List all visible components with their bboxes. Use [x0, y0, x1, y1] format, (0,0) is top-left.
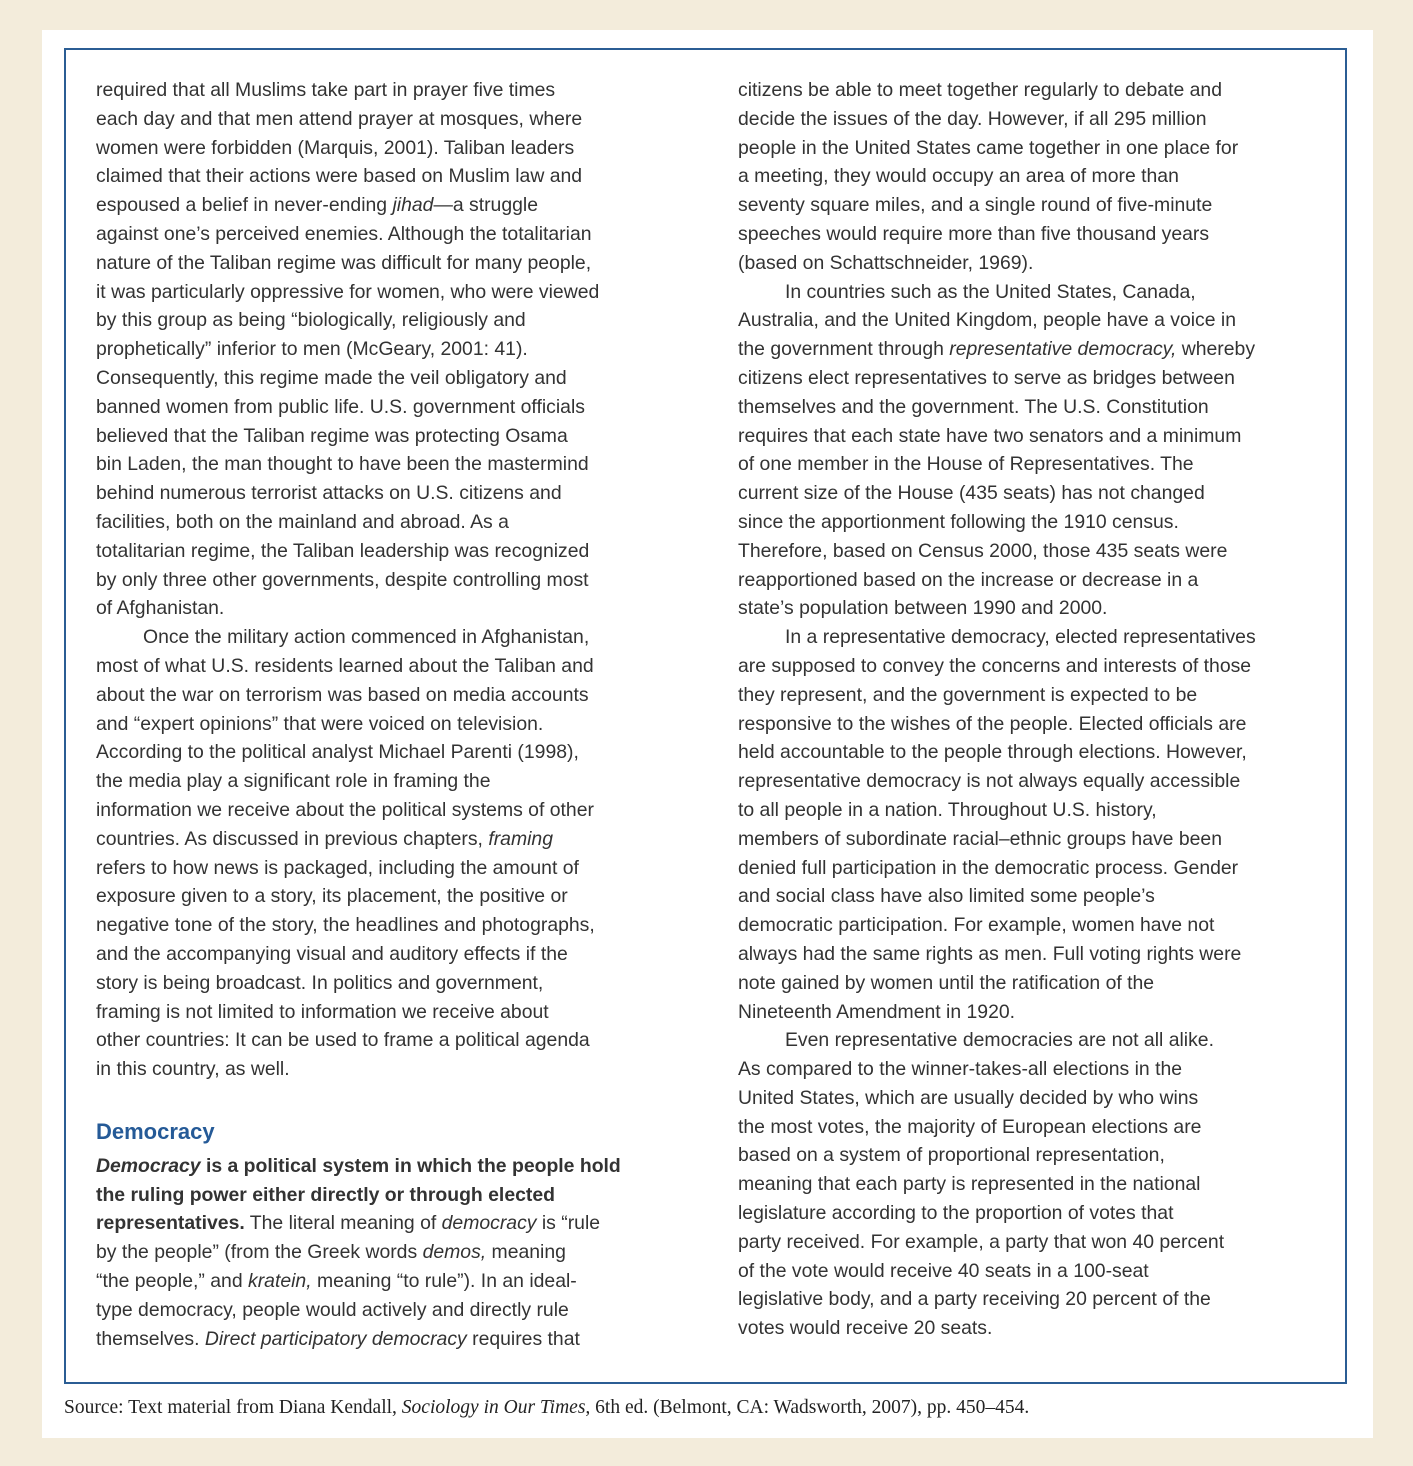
key-term: Democracy — [96, 1154, 201, 1177]
text-line: responsive to the wishes of the people. Elected officials are — [738, 712, 1247, 735]
text-run: “the people,” and — [96, 1270, 249, 1293]
text-line: claimed that their actions were based on Muslim law and — [96, 165, 583, 188]
text-line: speeches would require more than five thousand years — [738, 222, 1210, 245]
paragraph — [96, 76, 682, 623]
citation-text: 6th ed. (Belmont, CA: Wadsworth, 2007), pp. 450–454. — [590, 1397, 1030, 1418]
italic-term: framing — [488, 827, 553, 850]
text-line: state’s population between 1990 and 2000. — [738, 597, 1108, 620]
text-line: required that all Muslims take part in prayer five times — [96, 79, 556, 101]
definition-paragraph — [96, 1152, 682, 1354]
text-line: members of subordinate racial–ethnic groups have been — [738, 827, 1222, 850]
text-line: of Afghanistan. — [96, 597, 225, 620]
text-line — [96, 1152, 682, 1181]
section-heading: Democracy — [96, 1118, 215, 1144]
text-line: against one’s perceived enemies. Although the totalitarian — [96, 222, 592, 245]
text-line: of the vote would receive 40 seats in a 100-seat — [738, 1259, 1149, 1282]
right-column — [738, 76, 1328, 1343]
text-line: bin Laden, the man thought to have been the mastermind — [96, 453, 589, 476]
definition-text: is a political system in which the people hold — [200, 1154, 621, 1177]
text-line: democratic participation. For example, women have not — [738, 914, 1215, 937]
text-line: information we receive about the political systems of other — [96, 798, 594, 821]
text-line — [96, 825, 682, 854]
text-line: and the accompanying visual and auditory effects if the — [96, 942, 568, 965]
italic-term: democracy — [441, 1212, 537, 1235]
text-run: by the people” (from the Greek words — [96, 1241, 423, 1264]
text-run: espoused a belief in never-ending — [96, 194, 393, 217]
text-line: Therefore, based on Census 2000, those 435 seats were — [738, 539, 1228, 562]
text-line — [738, 335, 1328, 364]
text-line: citizens elect representatives to serve as bridges between — [738, 366, 1235, 389]
text-line: refers to how news is packaged, including the amount of — [96, 856, 579, 879]
text-line: it was particularly oppressive for women, who were viewed — [96, 280, 600, 303]
text-line: United States, which are usually decided by who wins — [738, 1086, 1199, 1109]
text-line: negative tone of the story, the headlines and photographs, — [96, 914, 595, 937]
text-line: held accountable to the people through elections. However, — [738, 741, 1247, 764]
text-line: the media play a significant role in framing the — [96, 770, 491, 793]
paragraph — [738, 278, 1328, 624]
text-line: and social class have also limited some people’s — [738, 885, 1155, 908]
text-line: always had the same rights as men. Full voting rights were — [738, 942, 1242, 965]
text-line: Australia, and the United Kingdom, people have a voice in — [738, 309, 1237, 332]
paragraph — [738, 76, 1328, 278]
definition-text: representatives. — [96, 1212, 245, 1235]
text-line: and “expert opinions” that were voiced on television. — [96, 712, 544, 735]
italic-term: demos, — [422, 1241, 487, 1264]
text-line: Nineteenth Amendment in 1920. — [738, 1000, 1016, 1023]
paragraph — [738, 623, 1328, 1026]
italic-term: kratein, — [248, 1270, 312, 1293]
text-line: Consequently, this regime made the veil obligatory and — [96, 366, 567, 389]
text-line: story is being broadcast. In politics and government, — [96, 971, 544, 994]
text-line: exposure given to a story, its placement, the positive or — [96, 885, 568, 908]
text-line: banned women from public life. U.S. government officials — [96, 395, 585, 418]
text-line: totalitarian regime, the Taliban leadership was recognized — [96, 539, 590, 562]
text-run: countries. As discussed in previous chapters, — [96, 827, 489, 850]
text-line: legislature according to the proportion of votes that — [738, 1202, 1174, 1225]
text-run: The literal meaning of — [244, 1212, 442, 1235]
text-excerpt-box — [64, 48, 1347, 1384]
text-line: In countries such as the United States, Canada, — [785, 280, 1196, 303]
text-run: is “rule — [536, 1212, 601, 1235]
text-line: (based on Schattschneider, 1969). — [738, 251, 1034, 274]
text-line — [96, 1209, 682, 1238]
italic-term: Direct participatory democracy — [204, 1327, 467, 1350]
text-line: In a representative democracy, elected representatives — [785, 626, 1256, 649]
book-title: Sociology in Our Times, — [401, 1397, 591, 1418]
text-line: women were forbidden (Marquis, 2001). Taliban leaders — [96, 136, 575, 159]
text-line: people in the United States came together in one place for — [738, 136, 1239, 159]
text-run: —a struggle — [433, 194, 538, 217]
text-line: current size of the House (435 seats) has not changed — [738, 482, 1205, 505]
text-line: by this group as being “biologically, religiously and — [96, 309, 526, 332]
text-line: about the war on terrorism was based on media accounts — [96, 683, 589, 706]
text-line: citizens be able to meet together regularly to debate and — [738, 79, 1222, 101]
text-line: believed that the Taliban regime was protecting Osama — [96, 424, 568, 447]
text-run: requires that — [466, 1327, 580, 1350]
left-column — [96, 76, 682, 1353]
paragraph — [96, 623, 682, 1084]
text-line: of one member in the House of Representatives. The — [738, 453, 1194, 476]
citation-text: Source: Text material from Diana Kendall, — [64, 1397, 402, 1418]
text-line: seventy square miles, and a single round of five-minute — [738, 194, 1213, 217]
text-line: they represent, and the government is expected to be — [738, 683, 1198, 706]
text-line: note gained by women until the ratification of the — [738, 971, 1155, 994]
text-run: whereby — [1176, 338, 1256, 361]
text-line: most of what U.S. residents learned about the Taliban and — [96, 654, 594, 677]
text-line: since the apportionment following the 1910 census. — [738, 510, 1179, 533]
text-line: to all people in a nation. Throughout U.S. history, — [738, 798, 1157, 821]
text-line: As compared to the winner-takes-all elections in the — [738, 1058, 1183, 1081]
text-run: themselves. — [96, 1327, 205, 1350]
paragraph — [738, 1026, 1328, 1343]
text-line: requires that each state have two senators and a minimum — [738, 424, 1242, 447]
text-line — [96, 1238, 682, 1267]
text-run: meaning “to rule”). In an ideal- — [311, 1270, 577, 1293]
text-run: meaning — [486, 1241, 566, 1264]
italic-term: jihad — [392, 194, 434, 217]
text-line: votes would receive 20 seats. — [738, 1317, 993, 1340]
text-line: legislative body, and a party receiving 20 percent of the — [738, 1288, 1211, 1311]
text-line: prophetically” inferior to men (McGeary, 2001: 41). — [96, 338, 528, 361]
italic-term: representative democracy, — [949, 338, 1177, 361]
text-run: the government through — [738, 338, 950, 361]
text-line: other countries: It can be used to frame a political agenda — [96, 1029, 590, 1052]
text-line: a meeting, they would occupy an area of more than — [738, 165, 1179, 188]
source-citation — [64, 1397, 1029, 1419]
text-line: type democracy, people would actively and directly rule — [96, 1298, 569, 1321]
text-line: behind numerous terrorist attacks on U.S. citizens and — [96, 482, 562, 505]
text-line — [96, 1325, 682, 1354]
text-line: denied full participation in the democratic process. Gender — [738, 856, 1239, 879]
text-line: the most votes, the majority of European elections are — [738, 1115, 1202, 1138]
document-page — [42, 30, 1373, 1438]
text-line — [96, 1267, 682, 1296]
text-line: are supposed to convey the concerns and interests of those — [738, 654, 1252, 677]
definition-text: the ruling power either directly or through elected — [96, 1183, 555, 1206]
text-line: Once the military action commenced in Afghanistan, — [143, 626, 590, 649]
text-line: Even representative democracies are not all alike. — [785, 1029, 1214, 1052]
text-line: facilities, both on the mainland and abroad. As a — [96, 510, 509, 533]
text-line: party received. For example, a party that won 40 percent — [738, 1230, 1225, 1253]
text-line: in this country, as well. — [96, 1058, 290, 1081]
text-line: representative democracy is not always equally accessible — [738, 770, 1241, 793]
text-line: meaning that each party is represented in the national — [738, 1173, 1201, 1196]
text-line: themselves and the government. The U.S. Constitution — [738, 395, 1209, 418]
text-line: by only three other governments, despite controlling most — [96, 568, 589, 591]
text-line: each day and that men attend prayer at mosques, where — [96, 107, 583, 130]
text-line: based on a system of proportional representation, — [738, 1144, 1165, 1167]
text-line — [96, 191, 682, 220]
text-line: According to the political analyst Michael Parenti (1998), — [96, 741, 579, 764]
text-line: decide the issues of the day. However, if all 295 million — [738, 107, 1207, 130]
text-line: nature of the Taliban regime was difficult for many people, — [96, 251, 592, 274]
text-line: framing is not limited to information we receive about — [96, 1000, 549, 1023]
text-line: reapportioned based on the increase or decrease in a — [738, 568, 1199, 591]
